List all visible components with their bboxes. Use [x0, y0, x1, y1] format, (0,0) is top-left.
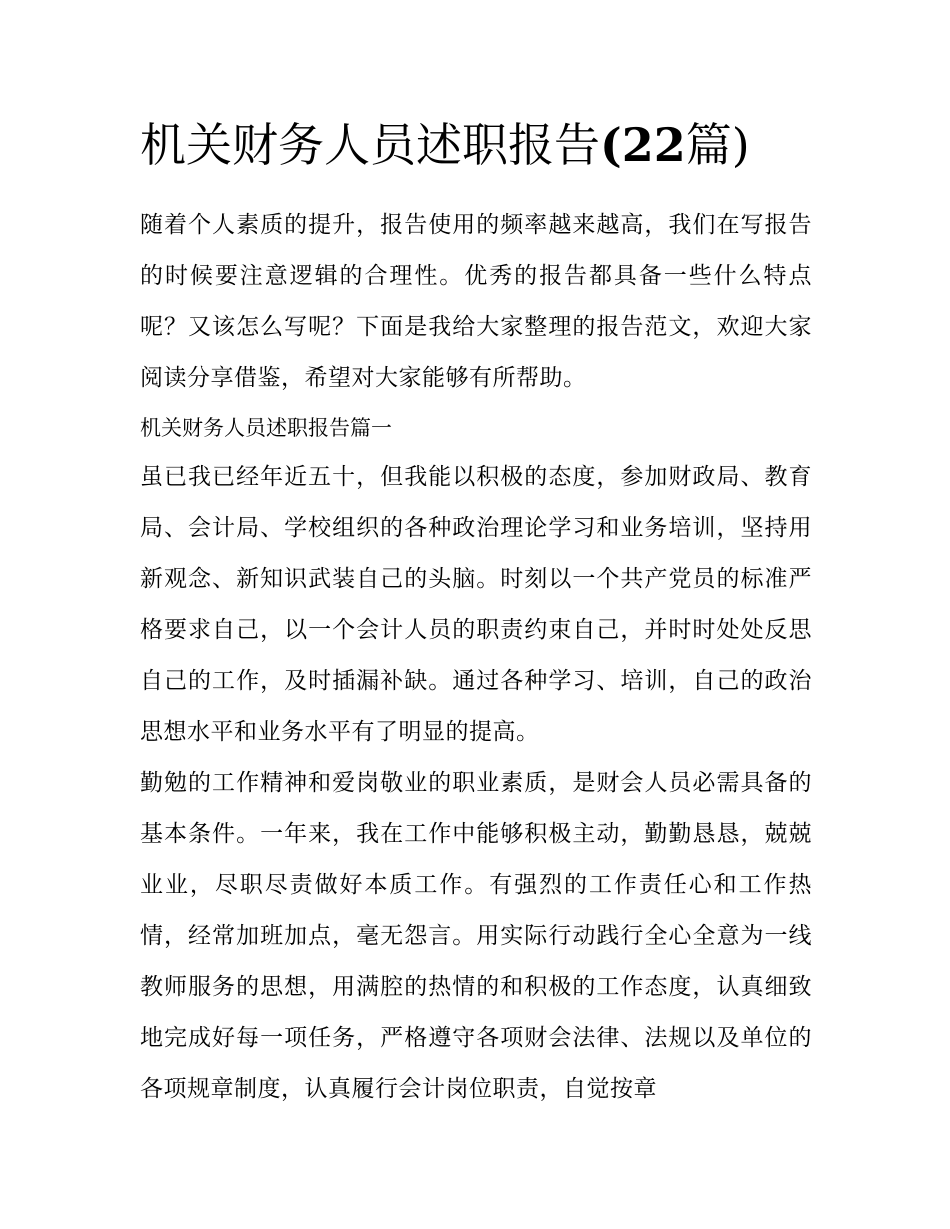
title-suffix: 篇): [685, 118, 750, 172]
document-title: [140, 112, 840, 178]
title-count: (22: [600, 118, 686, 172]
intro-paragraph: 随着个人素质的提升，报告使用的频率越来越高，我们在写报告的时候要注意逻辑的合理性。优秀的报告都具备一些什么特点呢？又该怎么写呢？下面是我给大家整理的报告范文，欢迎大家阅读分享借鉴，希望对大家能够有所帮助。: [140, 212, 812, 391]
section-heading: 机关财务人员述职报告篇一: [140, 416, 392, 440]
title-main: 机关财务人员述职报告: [140, 118, 600, 172]
document-body: [140, 200, 812, 1115]
body-paragraph-2: 勤勉的工作精神和爱岗敬业的职业素质，是财会人员必需具备的基本条件。一年来，我在工作中能够积极主动，勤勤恳恳，兢兢业业，尽职尽责做好本质工作。有强烈的工作责任心和工作热情，经常加班加点，毫无怨言。用实际行动践行全心全意为一线教师服务的思想，用满腔的热情的和积极的工作态度，认真细致地完成好每一项任务，严格遵守各项财会法律、法规以及单位的各项规章制度，认真履行会计岗位职责，自觉按章: [140, 770, 812, 1102]
body-paragraph-1: 虽已我已经年近五十，但我能以积极的态度，参加财政局、教育局、会计局、学校组织的各种政治理论学习和业务培训，坚持用新观念、新知识武装自己的头脑。时刻以一个共产党员的标准严格要求自己，以一个会计人员的职责约束自己，并时时处处反思自己的工作，及时插漏补缺。通过各种学习、培训，自己的政治思想水平和业务水平有了明显的提高。: [140, 464, 812, 745]
